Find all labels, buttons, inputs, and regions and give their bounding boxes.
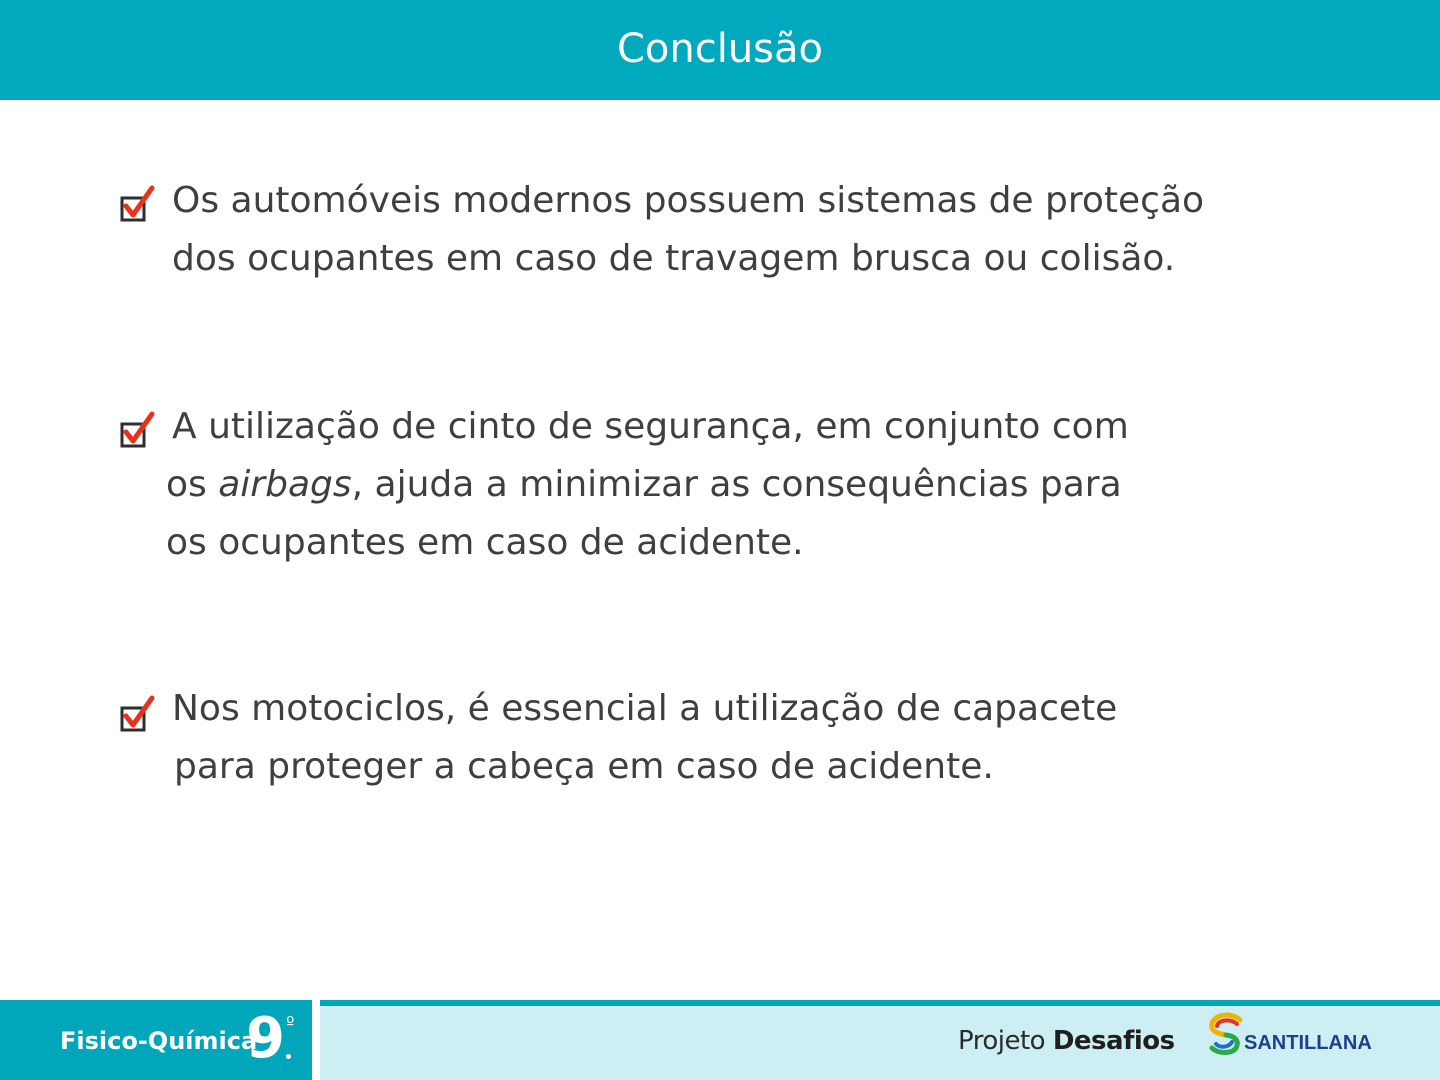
bullet-1-line-2: dos ocupantes em caso de travagem brusca ou colisão. (172, 238, 1176, 279)
grade-ordinal: º (286, 1013, 295, 1034)
santillana-emblem-icon (1206, 1012, 1246, 1056)
grade-dot (286, 1054, 291, 1059)
checkbox-checked-icon (118, 184, 158, 224)
slide-title: Conclusão (616, 26, 824, 72)
bullet-2-line-3: os ocupantes em caso de acidente. (166, 522, 804, 563)
bullet-1-line-1: Os automóveis modernos possuem sistemas de proteção (172, 180, 1205, 221)
airbags-term: airbags (218, 464, 352, 505)
footer-bar (0, 1000, 1440, 1080)
bullet-2-line-2 (166, 456, 1122, 514)
bullet-3-line-2: para proteger a cabeça em caso de acidente. (174, 746, 994, 787)
bullet-2-line-2-suffix: , ajuda a minimizar as consequências para (351, 464, 1122, 505)
publisher-name: SANTILLANA (1244, 1032, 1372, 1054)
grade-number: 9 (246, 1006, 285, 1071)
checkbox-checked-icon (118, 410, 158, 450)
bullet-3-line-1: Nos motociclos, é essencial a utilização de capacete (172, 688, 1118, 729)
bullet-2-line-1: A utilização de cinto de segurança, em conjunto com (172, 406, 1129, 447)
subject-panel (0, 1000, 312, 1080)
project-prefix: Projeto (958, 1026, 1053, 1056)
subject-label: Fisico-Química (60, 1027, 258, 1055)
project-desafios-logo (958, 1024, 1175, 1058)
project-name: Desafios (1052, 1026, 1175, 1056)
bullet-2-line-2-prefix: os (166, 464, 219, 505)
footer-divider (312, 1000, 320, 1080)
title-bar (0, 0, 1440, 100)
checkbox-checked-icon (118, 694, 158, 734)
santillana-logo (1206, 1012, 1386, 1068)
